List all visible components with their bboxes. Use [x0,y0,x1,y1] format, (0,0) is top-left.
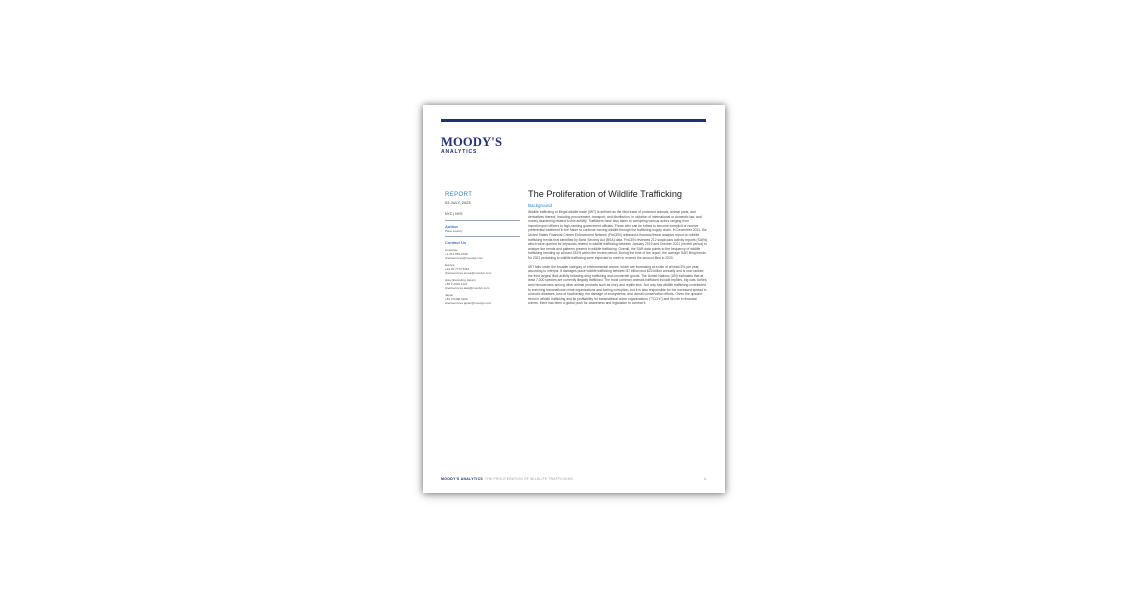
contact-region: Japan [445,293,454,297]
contact-europe [445,263,520,275]
contact-email[interactable]: clientservices@moodys.com [445,256,484,260]
top-rule [441,119,706,122]
document-page [423,105,725,493]
contact-phone: +85 2.2916.1121 [445,282,468,286]
contact-region: Europe [445,263,455,267]
document-title: The Proliferation of Wildlife Trafficking [528,189,683,199]
sidebar-divider [445,236,520,237]
contact-email[interactable]: clientservices.japan@moodys.com [445,301,492,305]
body-paragraph: Wildlife trafficking or illegal wildlife trade (IWT) is defined as the illicit trade of protected animals, animal parts, and derivatives thereof, including procurement, transport, and distribution, in violation of international or domestic law, and money laundering related to this activity. Traffickers have also taken to corrupting various actors ranging from import/export officers to high-ranking government officials. Those who can be bribed to become complicit or receive preferential treatment in the future to continue moving wildlife through the trafficking supply chain. In December 2021, the United States Financial Crimes Enforcement Network (FinCEN) released a financial threat analysis report on wildlife trafficking trends that identified by Bank Secrecy Act (BSA) data. FinCEN reviewed 212 suspicious activity reports (SARs) which were queried for keywords related to wildlife trafficking between January 2019 and October 2021 (review period) to analyze the trends and patterns present in wildlife trafficking. Overall, the SAR data points to the frequency of wildlife trafficking trending up at least 154% within the review period. During the time of the report, the average SAR filing trends for 2021 pertaining to wildlife trafficking were expected to meet or exceed the amount filed in 2020. [528,210,708,260]
contact-email[interactable]: clientservices.emea@moodys.com [445,271,492,275]
contact-phone: +1.212.553.1658 [445,252,468,256]
page-number: 1 [704,477,706,481]
contact-asia [445,278,520,290]
section-heading: Background [528,203,553,208]
logo-sub: ANALYTICS [441,149,478,155]
moodys-analytics-logo [441,136,502,155]
sidebar-divider [445,220,520,221]
contact-phone: +81 3.5408.4100 [445,297,468,301]
main-content [528,189,708,306]
contact-email[interactable]: clientservices.asia@moodys.com [445,286,490,290]
contact-heading: Contact Us [445,240,467,245]
sidebar [445,192,520,305]
author-heading: Author [445,224,459,229]
body-paragraph: IWT falls under the broader category of environmental crimes, which are increasing at a rate of at least 5% per year, according to Interpol. It damages place wildlife trafficking between $7 billion and $23 billion annually and is now ranked the third largest illicit activity following drug trafficking and counterfeit goods. The United Nations (UN) estimates that at least 7,000 species are currently illegally trafficked. The most common animals trafficked include reptiles, big cats, turtles, and rhinoceroses among other animal products such as ivory and reptile skin. Not only has wildlife trafficking contributed to enriching transnational crime organizations and fueling corruption, but it is also responsible for the increased spread in zoonotic diseases, loss of biodiversity, the damage of ecosystems, and overall conservation efforts. Given the upward trend in wildlife trafficking and its profitability for transnational crime organizations ("TCO's") and its role in financial crimes, there has been a global push for awareness and legislation to combat it. [528,264,708,306]
contact-region: Asia (Excluding Japan) [445,278,476,282]
contact-japan [445,293,520,305]
footer-title: THE PROLIFERATION OF WILDLIFE TRAFFICKING [485,477,573,481]
report-date: 03 JULY, 2023 [445,200,471,205]
page-footer [441,477,706,483]
contact-americas [445,248,520,260]
contact-region: Americas [445,248,458,252]
report-region: NYC | NYS [445,212,463,216]
author-name: Pane Lowery [445,229,463,233]
report-label: REPORT [445,192,473,198]
logo-main: MOODY'S [441,135,503,149]
contact-phone: +44.20.7772.5454 [445,267,470,271]
footer-brand: MOODY'S ANALYTICS [441,477,484,481]
